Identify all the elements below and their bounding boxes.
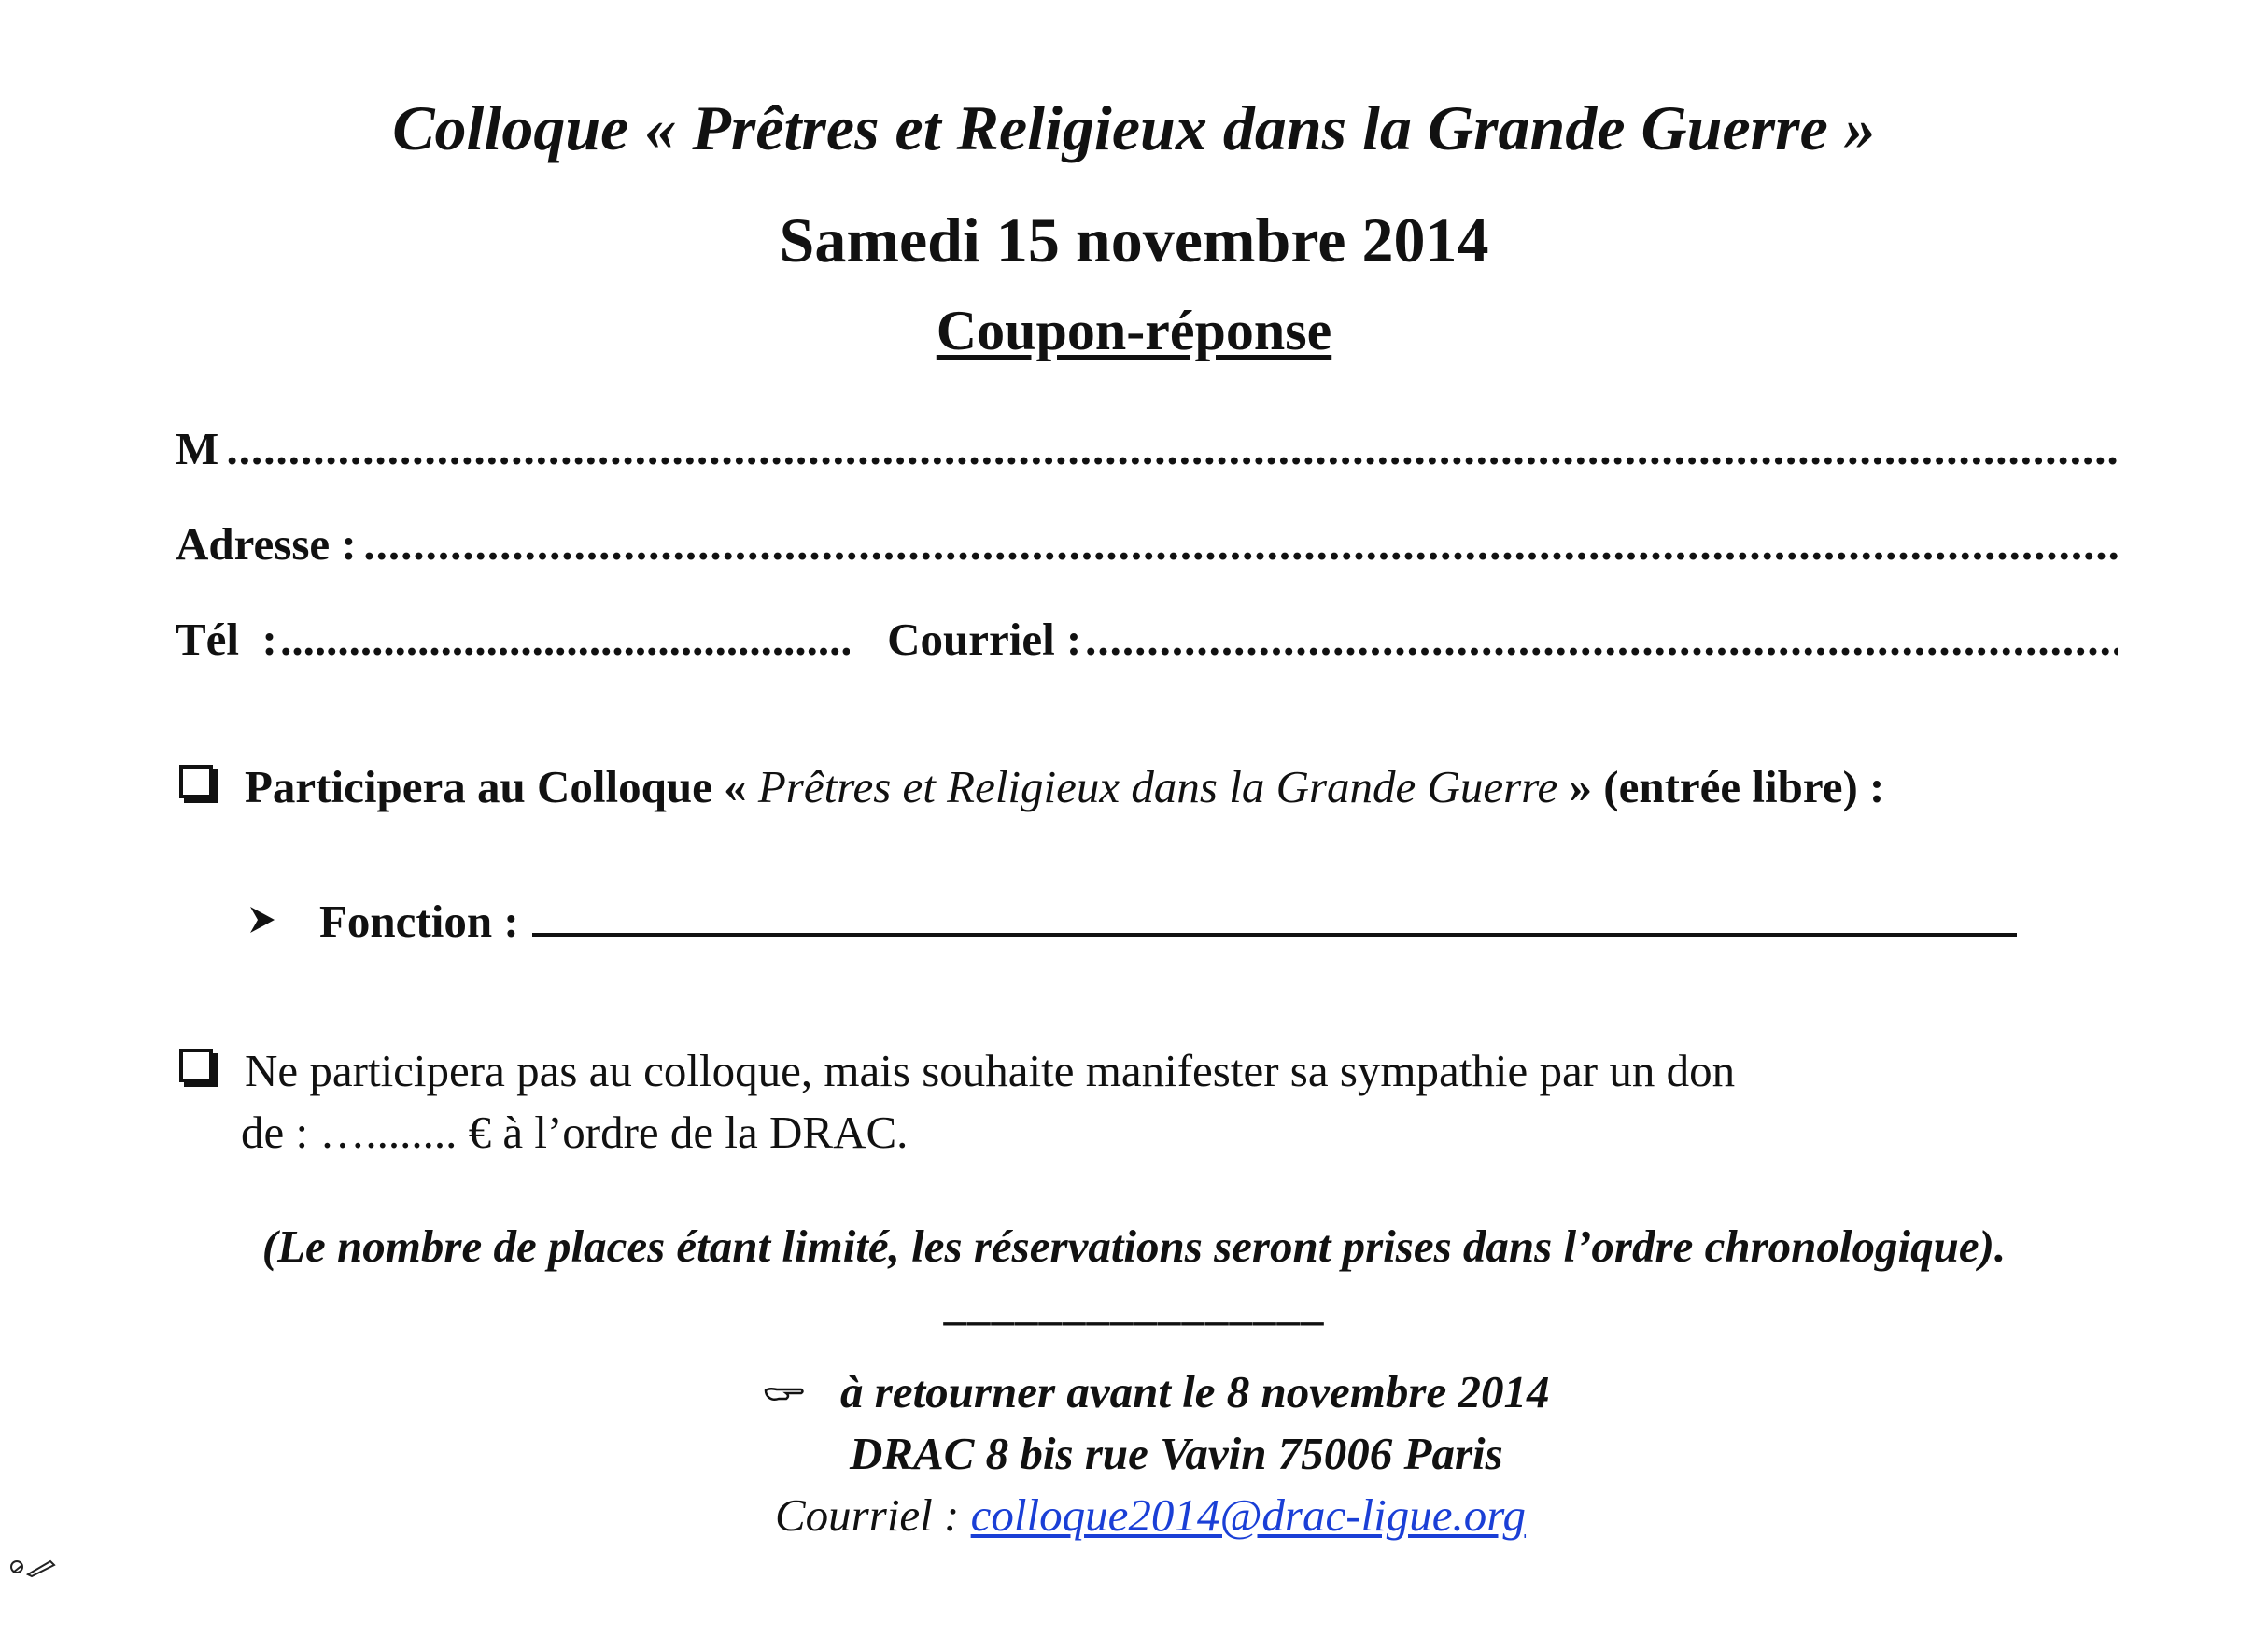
fonction-row [248, 895, 2017, 948]
fonction-label: Fonction : [319, 896, 519, 947]
name-field-label: M [176, 423, 219, 474]
arrowhead-bullet-icon [248, 905, 276, 935]
attend-option [179, 760, 1884, 813]
contact-field-row [176, 613, 2118, 666]
donate-option-line1: Ne participera pas au colloque, mais souhaite manifester sa sympathie par un don [245, 1045, 1736, 1096]
footer-email-label: Courriel : [775, 1489, 960, 1541]
name-field-row [176, 422, 2118, 475]
reservation-note: (Le nombre de places étant limité, les réservations seront prises dans l’ordre chronologique). [261, 1220, 2007, 1272]
email-link[interactable]: colloque2014@drac-ligue.org [970, 1489, 1527, 1541]
email-field-fill-line[interactable] [1085, 613, 2118, 666]
email-field-label: Courriel : [887, 614, 1082, 665]
pointing-hand-icon [764, 1365, 805, 1418]
form-subtitle: Coupon-réponse [936, 300, 1332, 361]
event-date: Samedi 15 novembre 2014 [779, 204, 1489, 275]
checkbox-square-icon[interactable] [179, 765, 213, 798]
phone-field-fill-line[interactable] [280, 613, 850, 666]
address-field-label: Adresse : [176, 518, 357, 570]
attend-option-prefix: Participera au Colloque « [245, 761, 747, 812]
scribble-mark-icon [9, 1558, 58, 1578]
attend-option-suffix: » (entrée libre) : [1569, 761, 1885, 812]
separator-line: –––––––––––––––– [943, 1293, 1325, 1345]
address-field-row [176, 517, 2118, 571]
page-title: Colloque « Prêtres et Religieux dans la Grande Guerre » [392, 92, 1876, 163]
attend-option-colloque-title: Prêtres et Religieux dans la Grande Guerre [757, 761, 1558, 812]
checkbox-square-icon[interactable] [179, 1049, 213, 1082]
phone-field-label: Tél : [176, 614, 277, 665]
drac-address: DRAC 8 bis rue Vavin 75006 Paris [850, 1428, 1503, 1479]
footer-email-row [775, 1488, 1526, 1542]
name-field-fill-line[interactable] [226, 422, 2118, 475]
return-deadline-text: à retourner avant le 8 novembre 2014 [840, 1366, 1550, 1417]
address-field-fill-line[interactable] [363, 517, 2118, 571]
return-deadline [764, 1365, 1549, 1418]
donate-option-line2: de : …........ € à l’ordre de la DRAC. [241, 1107, 909, 1158]
donate-option [179, 1044, 1735, 1097]
fonction-fill-line[interactable] [532, 896, 2017, 937]
